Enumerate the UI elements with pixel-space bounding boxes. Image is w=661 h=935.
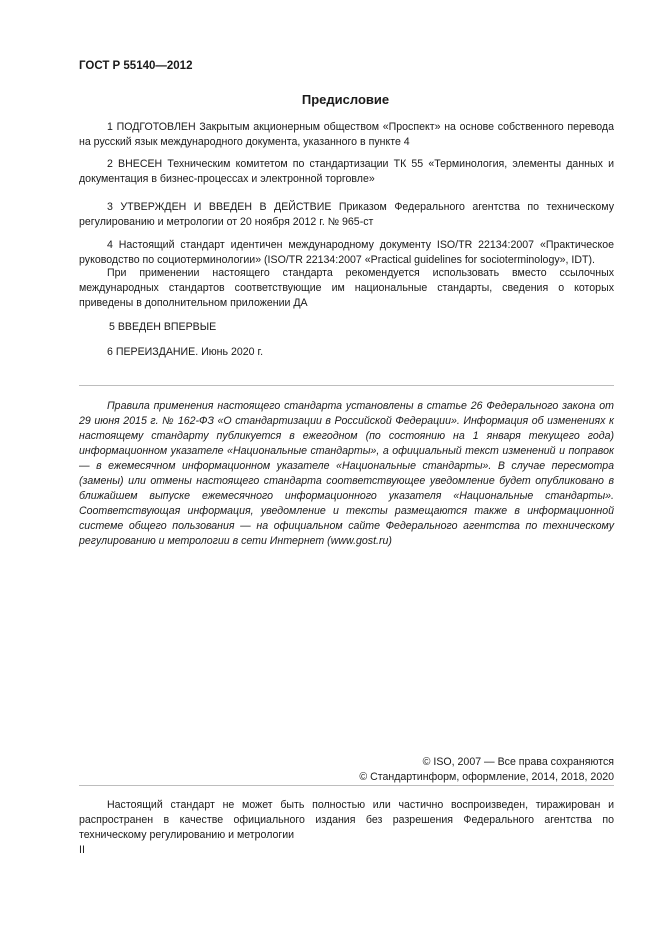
item-5-first-introduced: 5 ВВЕДЕН ВПЕРВЫЕ (109, 321, 217, 333)
item-4-identical: 4 Настоящий стандарт идентичен международному документу ISO/TR 22134:2007 «Практическое руководство по социотерминологии» (ISO/TR 22134:2007 «Practical guidelines for socioterminology», IDT). (79, 239, 614, 266)
item-6-reissue: 6 ПЕРЕИЗДАНИЕ. Июнь 2020 г. (107, 346, 264, 358)
item-1-prepared: 1 ПОДГОТОВЛЕН Закрытым акционерным обществом «Проспект» на основе собственного перевода на русский язык международного документа, указанного в пункте 4 (79, 121, 614, 148)
divider-bottom (79, 785, 614, 786)
item-4-application-note: При применении настоящего стандарта рекомендуется использовать вместо ссылочных международных стандартов соответствующие им национальные стандарты, сведения о которых приведены в дополнительном приложении ДА (79, 267, 614, 309)
item-3-approved: 3 УТВЕРЖДЕН И ВВЕДЕН В ДЕЙСТВИЕ Приказом Федерального агентства по техническому регулированию и метрологии от 20 ноября 2012 г. № 965-ст (79, 201, 614, 228)
section-title: Предисловие (301, 92, 390, 107)
reproduction-notice: Настоящий стандарт не может быть полностью или частично воспроизведен, тиражирован и распространен в качестве официального издания без разрешения Федерального агентства по техническому регулированию и метрологии (79, 799, 614, 841)
item-2-introduced: 2 ВНЕСЕН Техническим комитетом по стандартизации ТК 55 «Терминология, элементы данных и документация в бизнес-процессах и электронной торговле» (79, 158, 614, 185)
copyright-standartinform: © Стандартинформ, оформление, 2014, 2018, 2020 (359, 771, 614, 783)
page-number: II (79, 844, 85, 856)
standard-application-notice: Правила применения настоящего стандарта установлены в статье 26 Федерального закона от 29 июня 2015 г. № 162-ФЗ «О стандартизации в Российской Федерации». Информация об изменениях к настоящему стандарту публикуется в ежегодном (по состоянию на 1 января текущего года) информационном указателе «Национальные стандарты», а официальный текст изменений и поправок — в ежемесячном информационном указателе «Национальные стандарты». В случае пересмотра (замены) или отмены настоящего стандарта соответствующее уведомление будет опубликовано в ближайшем выпуске ежемесячного информационного указателя «Национальные стандарты». Соответствующая информация, уведомление и тексты размещаются также в информационной системе общего пользования — на официальном сайте Федерального агентства по техническому регулированию и метрологии в сети Интернет (www.gost.ru) (79, 400, 614, 547)
divider-top (79, 385, 614, 386)
copyright-iso: © ISO, 2007 — Все права сохраняются (422, 756, 614, 768)
standard-code: ГОСТ Р 55140—2012 (79, 60, 193, 72)
